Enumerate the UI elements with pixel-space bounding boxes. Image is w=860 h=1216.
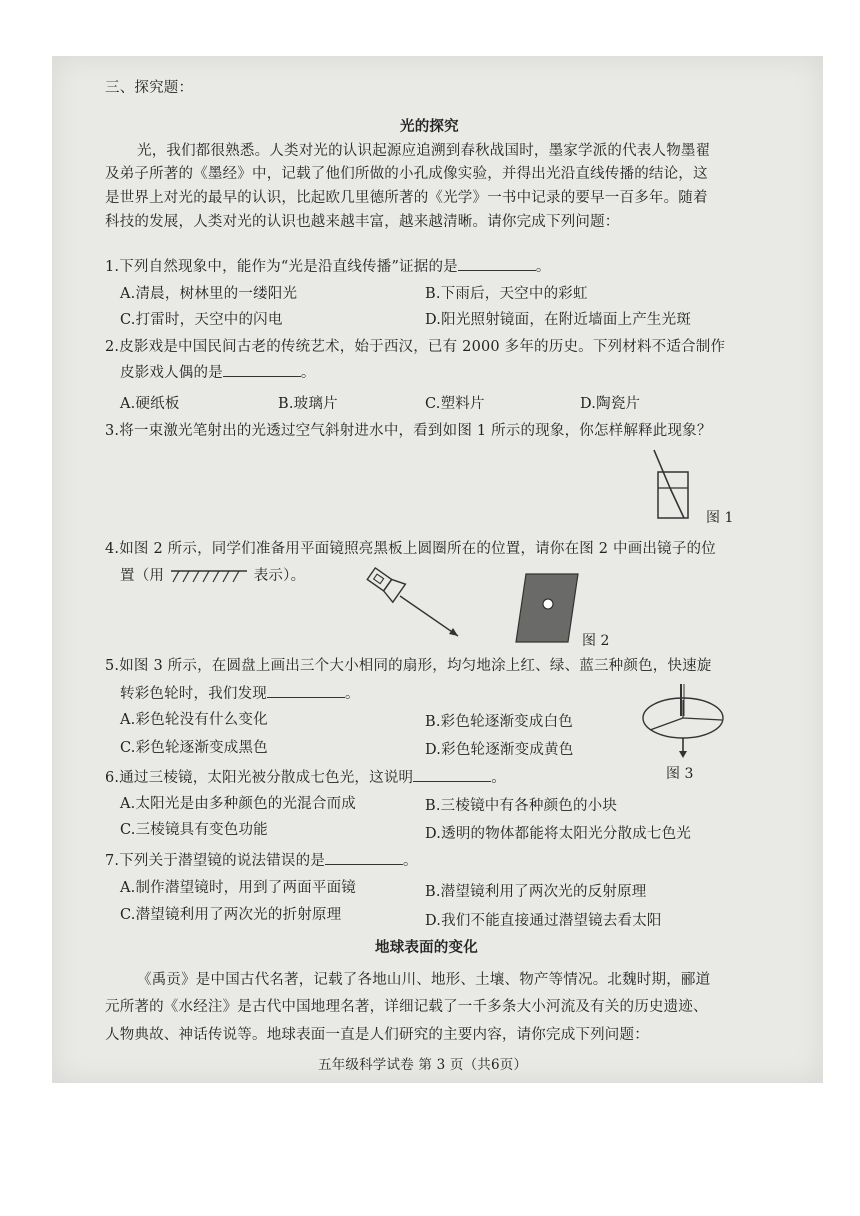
- q2-option-a: A.硬纸板: [120, 396, 180, 412]
- q2-stem-end: 。: [300, 365, 316, 381]
- q5-stem-text: 转彩色轮时，我们发现: [120, 686, 267, 702]
- q7-option-d: D.我们不能直接通过潜望镜去看太阳: [425, 913, 662, 929]
- light-intro-line-2: 及弟子所著的《墨经》中，记载了他们所做的小孔成像实验，并得出光沿直线传播的结论，这: [105, 166, 708, 182]
- q2-stem-line-2: [120, 362, 316, 383]
- q2-stem-text: 皮影戏人偶的是: [120, 365, 223, 381]
- q5-option-d: D.彩色轮逐渐变成黄色: [425, 742, 574, 758]
- q1-option-d: D.阳光照射镜面，在附近墙面上产生光斑: [425, 312, 692, 328]
- section-heading: 三、探究题：: [105, 80, 194, 96]
- sector-divider: [650, 718, 683, 730]
- q6-option-a: A.太阳光是由多种颜色的光混合而成: [120, 796, 356, 812]
- q1-stem: [105, 256, 551, 277]
- q6-option-c: C.三棱镜具有变色功能: [120, 822, 268, 838]
- laser-beam-water: [670, 488, 684, 518]
- q4-stem-post: 表示）。: [253, 568, 306, 584]
- q7-option-a: A.制作潜望镜时，用到了两面平面镜: [120, 880, 356, 896]
- q1-answer-blank[interactable]: [458, 256, 536, 271]
- figure-2-flashlight: [362, 562, 466, 644]
- mirror-symbol-icon: [169, 569, 249, 583]
- light-title: 光的探究: [400, 118, 459, 135]
- q3-stem: 3.将一束激光笔射出的光透过空气斜射进水中，看到如图 1 所示的现象，你怎样解释此现象？: [105, 423, 712, 439]
- q4-stem-line-2: [120, 566, 305, 586]
- q4-stem-pre: 置（用: [120, 568, 165, 584]
- light-ray: [400, 596, 458, 636]
- laser-beam-air: [654, 450, 670, 488]
- figure-2-caption: 图 2: [582, 633, 610, 649]
- q7-stem-text: 7.下列关于潜望镜的说法错误的是: [105, 853, 326, 869]
- q2-option-b: B.玻璃片: [278, 396, 338, 412]
- q6-option-b: B.三棱镜中有各种颜色的小块: [425, 798, 618, 814]
- sector-divider: [683, 718, 722, 720]
- earth-title: 地球表面的变化: [375, 939, 478, 956]
- q2-stem-line-1: 2.皮影戏是中国民间古老的传统艺术，始于西汉，已有 2000 多年的历史。下列材料不适合制作: [105, 339, 726, 355]
- q4-stem-line-1: 4.如图 2 所示，同学们准备用平面镜照亮黑板上圆圈所在的位置，请你在图 2 中画出镜子的位: [105, 541, 716, 557]
- flashlight-icon: [365, 565, 405, 603]
- arrow-head-icon: [449, 628, 458, 636]
- spindle-tip-icon: [679, 751, 687, 758]
- earth-intro-line-3: 人物典故、神话传说等。地球表面一直是人们研究的主要内容，请你完成下列问题：: [105, 1027, 649, 1043]
- q5-answer-blank[interactable]: [267, 683, 345, 698]
- q1-stem-text: 1.下列自然现象中，能作为“光是沿直线传播”证据的是: [105, 259, 458, 275]
- q1-option-b: B.下雨后，天空中的彩虹: [425, 286, 588, 302]
- figure-1-caption: 图 1: [706, 510, 734, 526]
- light-intro-line-1: 光，我们都很熟悉。人类对光的认识起源应追溯到春秋战国时，墨家学派的代表人物墨翟: [137, 143, 711, 159]
- q1-option-c: C.打雷时，天空中的闪电: [120, 312, 283, 328]
- q7-answer-blank[interactable]: [325, 850, 403, 865]
- q2-option-d: D.陶瓷片: [580, 396, 641, 412]
- light-intro-line-4: 科技的发展，人类对光的认识也越来越丰富，越来越清晰。请你完成下列问题：: [105, 214, 620, 230]
- q7-stem-end: 。: [403, 853, 418, 869]
- q6-option-d: D.透明的物体都能将太阳光分散成七色光: [425, 826, 692, 842]
- target-circle: [543, 599, 553, 609]
- q6-stem: [105, 767, 506, 788]
- figure-1-glass-of-water: [648, 446, 698, 524]
- figure-3-color-wheel: [640, 684, 726, 764]
- q6-stem-end: 。: [491, 770, 506, 786]
- q7-option-b: B.潜望镜利用了两次光的反射原理: [425, 884, 647, 900]
- earth-intro-line-2: 元所著的《水经注》是古代中国地理名著，详细记载了一千多条大小河流及有关的历史遗迹、: [105, 999, 708, 1015]
- q7-option-c: C.潜望镜利用了两次光的折射原理: [120, 907, 342, 923]
- q6-answer-blank[interactable]: [413, 767, 491, 782]
- q5-option-a: A.彩色轮没有什么变化: [120, 712, 268, 728]
- q2-answer-blank[interactable]: [223, 362, 301, 377]
- q1-stem-end: 。: [535, 259, 551, 275]
- q5-option-c: C.彩色轮逐渐变成黑色: [120, 740, 268, 756]
- figure-3-caption: 图 3: [666, 766, 694, 782]
- light-intro-line-3: 是世界上对光的最早的认识，比起欧几里德所著的《光学》一书中记录的要早一百多年。随着: [105, 190, 708, 206]
- q2-option-c: C.塑料片: [425, 396, 485, 412]
- q5-option-b: B.彩色轮逐渐变成白色: [425, 714, 573, 730]
- q5-stem-end: 。: [345, 686, 360, 702]
- page-footer: 五年级科学试卷 第 3 页（共6页）: [318, 1057, 528, 1073]
- figure-2-blackboard: [514, 572, 580, 644]
- earth-intro-line-1: 《禹贡》是中国古代名著，记载了各地山川、地形、土壤、物产等情况。北魏时期，郦道: [137, 972, 711, 988]
- q7-stem: [105, 850, 418, 871]
- q6-stem-text: 6.通过三棱镜，太阳光被分散成七色光，这说明: [105, 770, 414, 786]
- q5-stem-line-2: [120, 683, 360, 704]
- q5-stem-line-1: 5.如图 3 所示，在圆盘上画出三个大小相同的扇形，均匀地涂上红、绿、蓝三种颜色，快速旋: [105, 658, 712, 674]
- q1-option-a: A.清晨，树林里的一缕阳光: [120, 286, 298, 302]
